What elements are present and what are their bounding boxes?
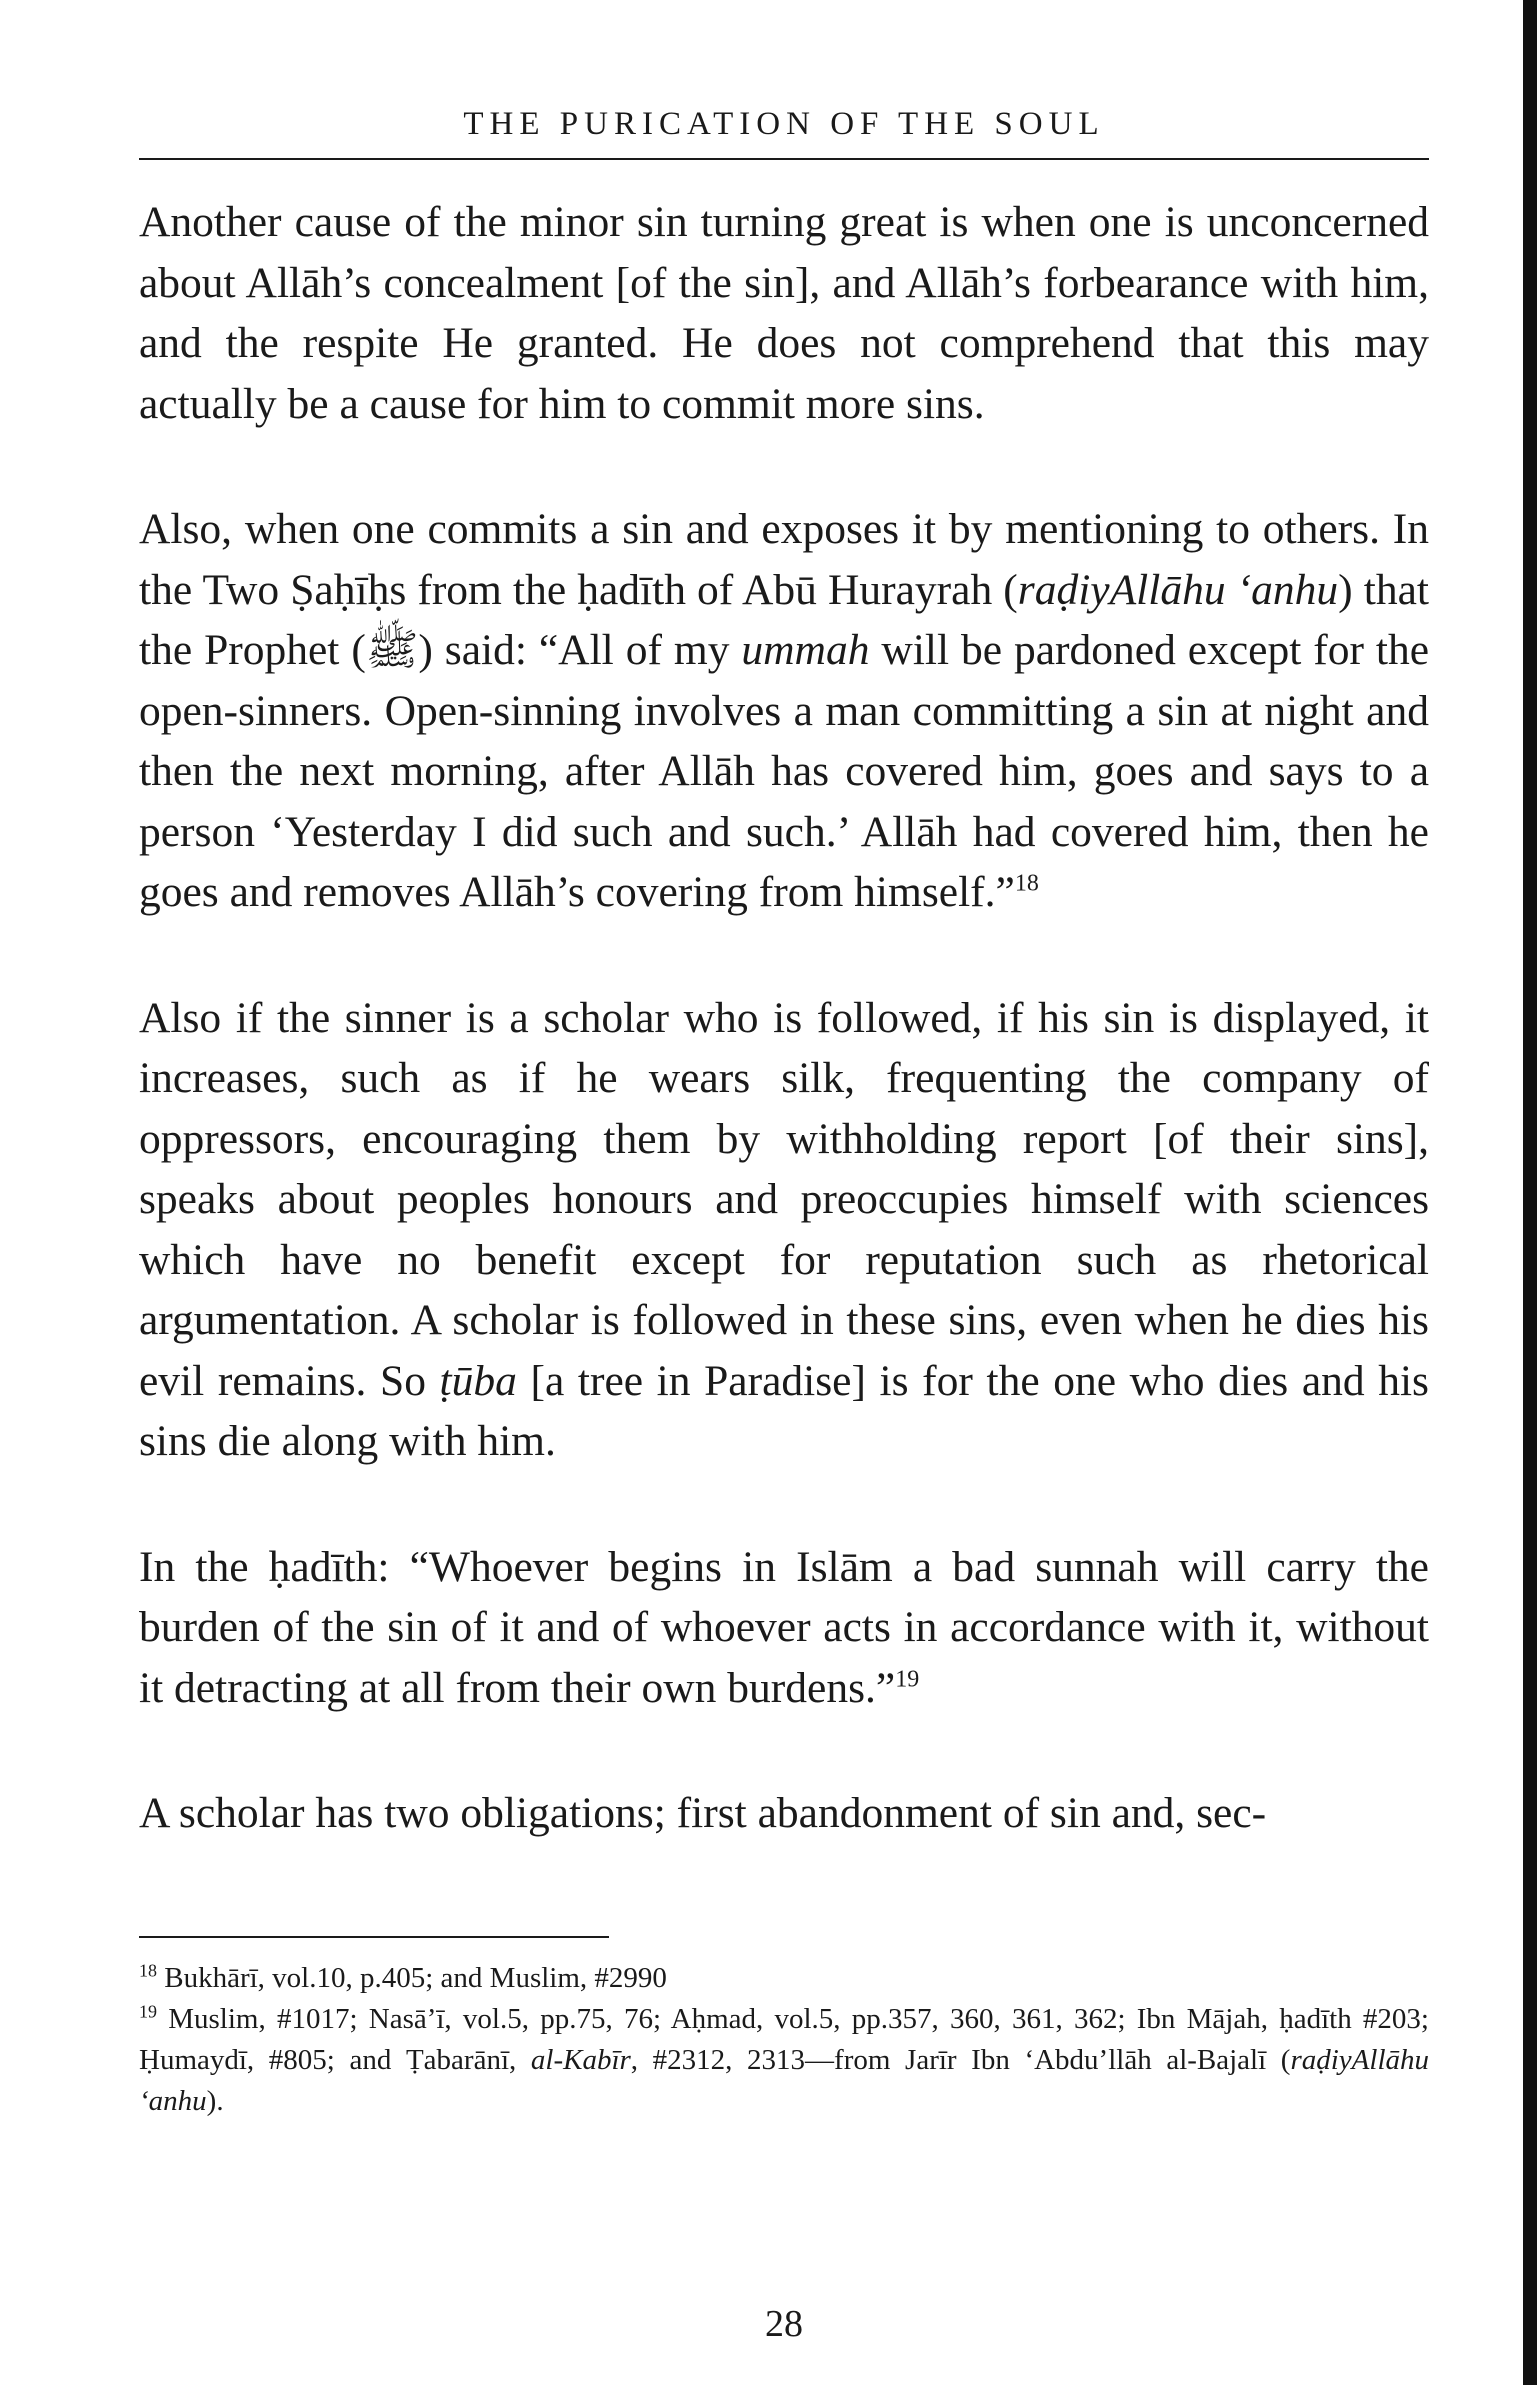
footnote-19-text-e: ). (206, 2085, 224, 2117)
running-head: THE PURICATION OF THE SOUL (463, 106, 1105, 142)
paragraph-1 (139, 192, 1429, 434)
paragraph-4 (139, 1537, 1429, 1719)
footnote-18-number: 18 (139, 1960, 157, 1981)
page-number: 28 (765, 2303, 803, 2345)
body-text (139, 192, 1429, 1909)
footnote-19-text-c: , #2312, 2313—from Jarīr Ibn ‘Abdu’llāh al-Bajalī ( (630, 2044, 1291, 2076)
paragraph-5 (139, 1783, 1429, 1844)
paragraph-2-text-c: ) that the Prophet (ﷺ) said: “All of my (139, 565, 1429, 674)
paragraph-2-text-a: Also, when one commits a sin and exposes it by mentioning to others. In the Two Ṣaḥīḥs from the ḥadīth of Abū Hurayrah ( (139, 505, 1429, 614)
paragraph-3-text-a: Also if the sinner is a scholar who is followed, if his sin is displayed, it increases, such as if he wears silk, frequenting the company of oppressors, encouraging them by withholding report [of their sins], speaks about peoples honours and preoccupies himself with sciences which have no benefit except for reputation such as rhetorical argumentation. A scholar is followed in these sins, even when he dies his evil remains. So (139, 993, 1429, 1405)
paragraph-2-text-e: will be pardoned except for the open-sinners. Open-sinning involves a man committing a sin at night and then the next morning, after Allāh has covered him, goes and says to a person ‘Yesterday I did such and such.’ Allāh had covered him, then he goes and removes Allāh’s covering from himself.” (139, 626, 1430, 916)
paragraph-2 (139, 499, 1429, 923)
paragraph-2-ummah: ummah (741, 626, 870, 674)
footnote-19-title: al-Kabīr (530, 2044, 631, 2076)
paragraph-2-honorific: raḍiyAllāhu ‘anhu (1017, 565, 1339, 614)
paragraph-3-tuba: ṭūba (439, 1356, 517, 1405)
footnotes (139, 1958, 1429, 2122)
footnote-18-text: Bukhārī, vol.10, p.405; and Muslim, #2990 (164, 1962, 667, 1994)
footnote-ref-19[interactable]: 19 (895, 1666, 920, 1692)
paragraph-1-text: Another cause of the minor sin turning great is when one is unconcerned about Allāh’s concealment [of the sin], and Allāh’s forbearance with him, and the respite He granted. He does not comprehend that this may actually be a cause for him to commit more sins. (139, 198, 1429, 428)
page-edge-bar (1523, 0, 1537, 2385)
footnote-rule (139, 1936, 609, 1938)
book-page (139, 0, 1429, 2385)
paragraph-3 (139, 988, 1429, 1472)
paragraph-4-text: In the ḥadīth: “Whoever begins in Islām a bad sunnah will carry the burden of the sin of it and of whoever acts in accordance with it, without it detracting at all from their own burdens.” (139, 1542, 1429, 1712)
footnote-19-text-a: Muslim, #1017; Nasā’ī, vol.5, pp.75, 76; Aḥmad, vol.5, pp.357, 360, 361, 362; Ibn Mājah, ḥadīth #203; Ḥumaydī, #805; and Ṭabarānī, (139, 2003, 1429, 2076)
footnote-18 (139, 1958, 1429, 1999)
footnote-19-number: 19 (139, 2001, 157, 2022)
paragraph-5-text: A scholar has two obligations; first abandonment of sin and, sec- (139, 1789, 1267, 1837)
footnote-19 (139, 1999, 1429, 2122)
paragraph-3-text-c: [a tree in Paradise] is for the one who dies and his sins die along with him. (139, 1356, 1429, 1465)
header-rule (139, 158, 1429, 160)
footnote-19-honorific: raḍiyAllāhu ‘anhu (139, 2044, 1429, 2117)
footnote-ref-18[interactable]: 18 (1014, 870, 1039, 897)
